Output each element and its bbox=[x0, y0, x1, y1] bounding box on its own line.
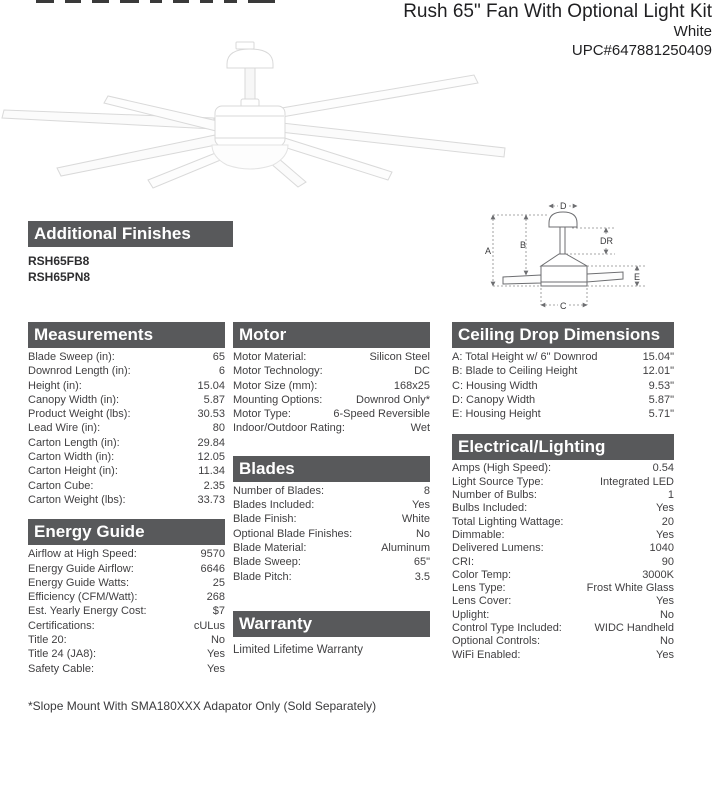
spec-row bbox=[28, 450, 225, 464]
spec-row bbox=[28, 619, 225, 633]
spec-value: WIDC Handheld bbox=[594, 622, 674, 635]
spec-row bbox=[28, 421, 225, 435]
logo-fragment bbox=[92, 0, 109, 3]
spec-label: Number of Bulbs: bbox=[452, 489, 537, 502]
spec-row bbox=[28, 662, 225, 676]
spec-row bbox=[452, 635, 674, 648]
spec-row bbox=[452, 622, 674, 635]
spec-label: Motor Type: bbox=[233, 408, 291, 421]
spec-label: Carton Cube: bbox=[28, 479, 94, 492]
spec-value: $7 bbox=[212, 605, 225, 618]
spec-row bbox=[233, 407, 430, 421]
spec-label: Airflow at High Speed: bbox=[28, 548, 137, 561]
spec-row bbox=[28, 364, 225, 378]
spec-label: Safety Cable: bbox=[28, 662, 95, 675]
spec-value: No bbox=[659, 635, 674, 648]
spec-label: E: Housing Height bbox=[452, 408, 541, 421]
spec-value: Yes bbox=[207, 662, 225, 675]
spec-label: Title 20: bbox=[28, 634, 67, 647]
logo-fragment bbox=[248, 0, 275, 3]
spec-row bbox=[233, 541, 430, 555]
logo-fragment bbox=[200, 0, 213, 3]
blades-section bbox=[233, 456, 430, 584]
spec-row bbox=[452, 516, 674, 529]
cropped-brand-logo bbox=[36, 0, 275, 3]
spec-value: 268 bbox=[206, 591, 225, 604]
spec-label: Blade Finish: bbox=[233, 513, 297, 526]
ceiling-drop-header: Ceiling Drop Dimensions bbox=[452, 322, 674, 348]
spec-row bbox=[452, 489, 674, 502]
spec-value: 15.04 bbox=[197, 379, 225, 392]
spec-row bbox=[233, 364, 430, 378]
finish-name: White bbox=[673, 23, 712, 40]
spec-label: Lead Wire (in): bbox=[28, 422, 101, 435]
spec-row bbox=[452, 595, 674, 608]
spec-value: 25 bbox=[212, 576, 225, 589]
spec-value: 15.04" bbox=[642, 351, 674, 363]
spec-value: 1 bbox=[667, 489, 674, 502]
upc-code: UPC#647881250409 bbox=[571, 42, 712, 59]
fan-product-image bbox=[0, 38, 515, 210]
electrical-rows bbox=[452, 460, 674, 661]
spec-row bbox=[452, 582, 674, 595]
energy-guide-header: Energy Guide bbox=[28, 519, 225, 545]
spec-label: Est. Yearly Energy Cost: bbox=[28, 605, 147, 618]
logo-fragment bbox=[36, 0, 54, 3]
spec-value: 9.53" bbox=[648, 379, 674, 392]
spec-label: Indoor/Outdoor Rating: bbox=[233, 422, 345, 435]
spec-label: Energy Guide Watts: bbox=[28, 576, 130, 589]
spec-row bbox=[28, 493, 225, 507]
spec-label: Color Temp: bbox=[452, 568, 512, 581]
spec-label: Motor Material: bbox=[233, 351, 307, 363]
spec-label: Lens Cover: bbox=[452, 595, 512, 608]
blades-header: Blades bbox=[233, 456, 430, 482]
logo-fragment bbox=[65, 0, 81, 3]
spec-row bbox=[233, 393, 430, 407]
spec-value: No bbox=[210, 634, 225, 647]
spec-value: 12.01" bbox=[642, 365, 674, 378]
warranty-section bbox=[233, 611, 430, 658]
spec-label: Canopy Width (in): bbox=[28, 393, 120, 406]
spec-label: Efficiency (CFM/Watt): bbox=[28, 591, 138, 604]
additional-finishes-header: Additional Finishes bbox=[28, 221, 233, 247]
spec-label: Delivered Lumens: bbox=[452, 542, 544, 555]
spec-label: Carton Weight (lbs): bbox=[28, 493, 126, 506]
diagram-label-c: C bbox=[560, 301, 567, 311]
spec-row bbox=[452, 609, 674, 622]
spec-label: Light Source Type: bbox=[452, 475, 544, 488]
spec-label: Amps (High Speed): bbox=[452, 462, 552, 475]
spec-value: 90 bbox=[661, 555, 674, 568]
diagram-label-a: A bbox=[485, 246, 492, 256]
spec-label: Optional Blade Finishes: bbox=[233, 527, 353, 540]
spec-label: Energy Guide Airflow: bbox=[28, 562, 134, 575]
spec-value: 20 bbox=[661, 515, 674, 528]
spec-row bbox=[28, 633, 225, 647]
logo-fragment bbox=[224, 0, 237, 3]
spec-label: Bulbs Included: bbox=[452, 502, 528, 515]
spec-label: Carton Width (in): bbox=[28, 451, 115, 464]
warranty-text: Limited Lifetime Warranty bbox=[233, 643, 363, 656]
spec-value: Wet bbox=[410, 422, 430, 435]
spec-value: Yes bbox=[412, 499, 430, 512]
ceiling-drop-diagram bbox=[475, 198, 715, 318]
spec-row bbox=[28, 547, 225, 561]
spec-label: WiFi Enabled: bbox=[452, 648, 521, 661]
spec-value: Frost White Glass bbox=[586, 582, 674, 595]
spec-value: 5.71" bbox=[648, 408, 674, 421]
spec-label: Lens Type: bbox=[452, 582, 506, 595]
logo-fragment bbox=[150, 0, 162, 3]
spec-label: Optional Controls: bbox=[452, 635, 541, 648]
spec-row bbox=[452, 379, 674, 393]
spec-value: 33.73 bbox=[197, 493, 225, 506]
column-right bbox=[452, 322, 674, 662]
blades-rows bbox=[233, 482, 430, 584]
diagram-label-d: D bbox=[560, 201, 567, 211]
slope-mount-footnote: *Slope Mount With SMA180XXX Adapator Only (Sold Separately) bbox=[28, 699, 377, 713]
spec-value: 12.05 bbox=[197, 451, 225, 464]
column-middle bbox=[233, 322, 430, 658]
spec-label: Certifications: bbox=[28, 619, 95, 632]
spec-value: 168x25 bbox=[393, 379, 430, 392]
spec-row bbox=[28, 562, 225, 576]
spec-row bbox=[233, 350, 430, 364]
spec-value: Yes bbox=[207, 648, 225, 661]
spec-label: Downrod Length (in): bbox=[28, 365, 131, 378]
spec-value: 1040 bbox=[649, 542, 674, 555]
spec-label: Carton Length (in): bbox=[28, 436, 120, 449]
logo-fragment bbox=[173, 0, 189, 3]
logo-fragment bbox=[120, 0, 139, 3]
spec-row bbox=[233, 379, 430, 393]
additional-finishes-section bbox=[28, 221, 233, 285]
spec-label: Product Weight (lbs): bbox=[28, 408, 131, 421]
spec-row bbox=[233, 555, 430, 569]
finish-sku: RSH65FB8 bbox=[28, 254, 90, 268]
spec-row bbox=[452, 364, 674, 378]
spec-label: Blade Sweep (in): bbox=[28, 351, 115, 363]
ceiling-drop-section bbox=[452, 322, 674, 421]
spec-value: 65" bbox=[413, 556, 430, 569]
spec-label: Blade Pitch: bbox=[233, 570, 292, 583]
measurements-section bbox=[28, 322, 225, 507]
spec-label: Motor Technology: bbox=[233, 365, 323, 378]
spec-value: 30.53 bbox=[197, 408, 225, 421]
spec-row bbox=[452, 393, 674, 407]
spec-label: Blade Sweep: bbox=[233, 556, 301, 569]
spec-row bbox=[28, 436, 225, 450]
spec-value: 6 bbox=[218, 365, 225, 378]
spec-value: No bbox=[415, 527, 430, 540]
measurements-rows bbox=[28, 348, 225, 507]
spec-row bbox=[452, 407, 674, 421]
spec-label: Motor Size (mm): bbox=[233, 379, 318, 392]
spec-value: Yes bbox=[656, 502, 674, 515]
spec-value: White bbox=[401, 513, 430, 526]
spec-label: Number of Blades: bbox=[233, 484, 325, 497]
spec-value: Integrated LED bbox=[600, 475, 674, 488]
finish-sku-list bbox=[28, 253, 233, 285]
diagram-label-b: B bbox=[520, 240, 527, 250]
spec-label: CRI: bbox=[452, 555, 474, 568]
spec-row bbox=[28, 350, 225, 364]
spec-value: 5.87 bbox=[203, 393, 225, 406]
spec-row bbox=[233, 527, 430, 541]
spec-label: Uplight: bbox=[452, 608, 490, 621]
energy-guide-rows bbox=[28, 545, 225, 676]
spec-label: A: Total Height w/ 6" Downrod bbox=[452, 351, 598, 363]
column-left bbox=[28, 322, 225, 676]
spec-row bbox=[233, 484, 430, 498]
spec-value: 29.84 bbox=[197, 436, 225, 449]
spec-value: No bbox=[659, 608, 674, 621]
spec-row bbox=[28, 479, 225, 493]
spec-value: 11.34 bbox=[198, 465, 225, 478]
spec-label: Control Type Included: bbox=[452, 622, 562, 635]
ceiling-drop-rows bbox=[452, 348, 674, 421]
spec-row bbox=[233, 570, 430, 584]
spec-value: 6-Speed Reversible bbox=[333, 408, 430, 421]
spec-row bbox=[28, 576, 225, 590]
spec-row bbox=[452, 502, 674, 515]
spec-label: Title 24 (JA8): bbox=[28, 648, 97, 661]
spec-value: Yes bbox=[656, 648, 674, 661]
measurements-header: Measurements bbox=[28, 322, 225, 348]
warranty-header: Warranty bbox=[233, 611, 430, 637]
spec-row bbox=[452, 556, 674, 569]
spec-label: Total Lighting Wattage: bbox=[452, 515, 564, 528]
spec-label: Mounting Options: bbox=[233, 393, 323, 406]
spec-value: cULus bbox=[193, 619, 225, 632]
spec-row bbox=[452, 350, 674, 364]
spec-value: Downrod Only* bbox=[356, 393, 430, 406]
spec-row bbox=[28, 647, 225, 661]
spec-row bbox=[28, 604, 225, 618]
finish-sku: RSH65PN8 bbox=[28, 270, 91, 284]
spec-value: Yes bbox=[656, 595, 674, 608]
spec-row bbox=[233, 421, 430, 435]
spec-value: 3000K bbox=[642, 568, 674, 581]
diagram-label-e: E bbox=[634, 272, 641, 282]
spec-value: 0.54 bbox=[652, 462, 674, 475]
spec-row bbox=[28, 379, 225, 393]
spec-label: Carton Height (in): bbox=[28, 465, 118, 478]
spec-value: 2.35 bbox=[203, 479, 225, 492]
spec-label: Height (in): bbox=[28, 379, 82, 392]
page-title: Rush 65" Fan With Optional Light Kit bbox=[403, 1, 712, 22]
spec-value: 6646 bbox=[200, 562, 225, 575]
spec-row bbox=[233, 498, 430, 512]
spec-row bbox=[28, 407, 225, 421]
spec-row bbox=[28, 590, 225, 604]
spec-row bbox=[452, 529, 674, 542]
spec-row bbox=[28, 464, 225, 478]
motor-section bbox=[233, 322, 430, 436]
spec-row bbox=[452, 462, 674, 475]
spec-value: DC bbox=[414, 365, 430, 378]
spec-value: 3.5 bbox=[414, 570, 430, 583]
spec-value: Aluminum bbox=[381, 541, 430, 554]
spec-value: 5.87" bbox=[648, 393, 674, 406]
spec-value: 80 bbox=[212, 422, 225, 435]
electrical-lighting-section bbox=[452, 434, 674, 661]
spec-label: Blades Included: bbox=[233, 499, 315, 512]
spec-label: Dimmable: bbox=[452, 528, 505, 541]
spec-row bbox=[452, 542, 674, 555]
spec-value: Yes bbox=[656, 528, 674, 541]
spec-row bbox=[28, 393, 225, 407]
motor-header: Motor bbox=[233, 322, 430, 348]
spec-label: B: Blade to Ceiling Height bbox=[452, 365, 578, 378]
spec-label: C: Housing Width bbox=[452, 379, 538, 392]
spec-value: 9570 bbox=[200, 548, 225, 561]
spec-row bbox=[233, 512, 430, 526]
spec-value: 65 bbox=[212, 351, 225, 363]
motor-rows bbox=[233, 348, 430, 436]
electrical-lighting-header: Electrical/Lighting bbox=[452, 434, 674, 460]
spec-row bbox=[452, 569, 674, 582]
spec-label: D: Canopy Width bbox=[452, 393, 536, 406]
spec-row bbox=[452, 476, 674, 489]
spec-value: 8 bbox=[423, 484, 430, 497]
diagram-label-dr: DR bbox=[600, 236, 613, 246]
spec-label: Blade Material: bbox=[233, 541, 307, 554]
spec-row bbox=[452, 649, 674, 662]
spec-value: Silicon Steel bbox=[369, 351, 430, 363]
energy-guide-section bbox=[28, 519, 225, 676]
